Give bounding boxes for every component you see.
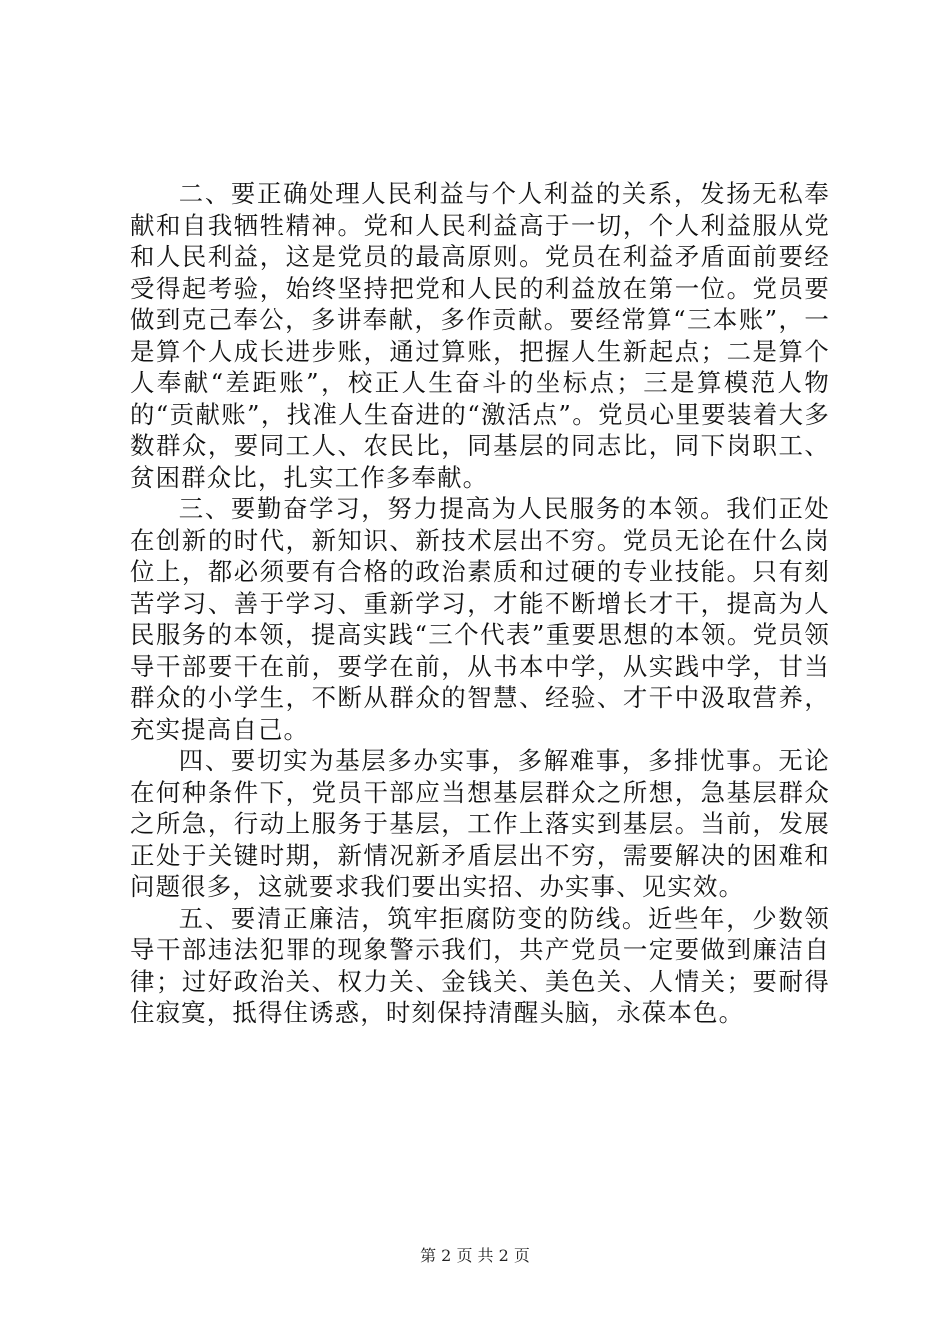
page-number-footer: 第 2 页 共 2 页 [420,1246,530,1265]
paragraph-3: 三、要勤奋学习，努力提高为人民服务的本领。我们正处在创新的时代，新知识、新技术层出不穷。党员无论在什么岗位上，都必须要有合格的政治素质和过硬的专业技能。只有刻苦学习、善于学习、重新学习，才能不断增长才干，提高为人民服务的本领，提高实践“三个代表”重要思想的本领。党员领导干部要干在前，要学在前，从书本中学，从实践中学，甘当群众的小学生，不断从群众的智慧、经验、才干中汲取营养，充实提高自己。 [130,494,830,744]
paragraph-4: 四、要切实为基层多办实事，多解难事，多排忧事。无论在何种条件下，党员干部应当想基层群众之所想，急基层群众之所急，行动上服务于基层，工作上落实到基层。当前，发展正处于关键时期，新情况新矛盾层出不穷，需要解决的困难和问题很多，这就要求我们要出实招、办实事、见实效。 [130,746,830,901]
paragraph-2: 二、要正确处理人民利益与个人利益的关系，发扬无私奉献和自我牺牲精神。党和人民利益高于一切，个人利益服从党和人民利益，这是党员的最高原则。党员在利益矛盾面前要经受得起考验，始终坚持把党和人民的利益放在第一位。党员要做到克己奉公，多讲奉献，多作贡献。要经常算“三本账”，一是算个人成长进步账，通过算账，把握人生新起点；二是算个人奉献“差距账”，校正人生奋斗的坐标点；三是算模范人物的“贡献账”，找准人生奋进的“激活点”。党员心里要装着大多数群众，要同工人、农民比，同基层的同志比，同下岗职工、贫困群众比，扎实工作多奉献。 [130,179,830,492]
paragraph-5: 五、要清正廉洁，筑牢拒腐防变的防线。近些年，少数领导干部违法犯罪的现象警示我们，共产党员一定要做到廉洁自律；过好政治关、权力关、金钱关、美色关、人情关；要耐得住寂寞，抵得住诱惑，时刻保持清醒头脑，永葆本色。 [130,903,830,1027]
document-body [130,178,830,1029]
